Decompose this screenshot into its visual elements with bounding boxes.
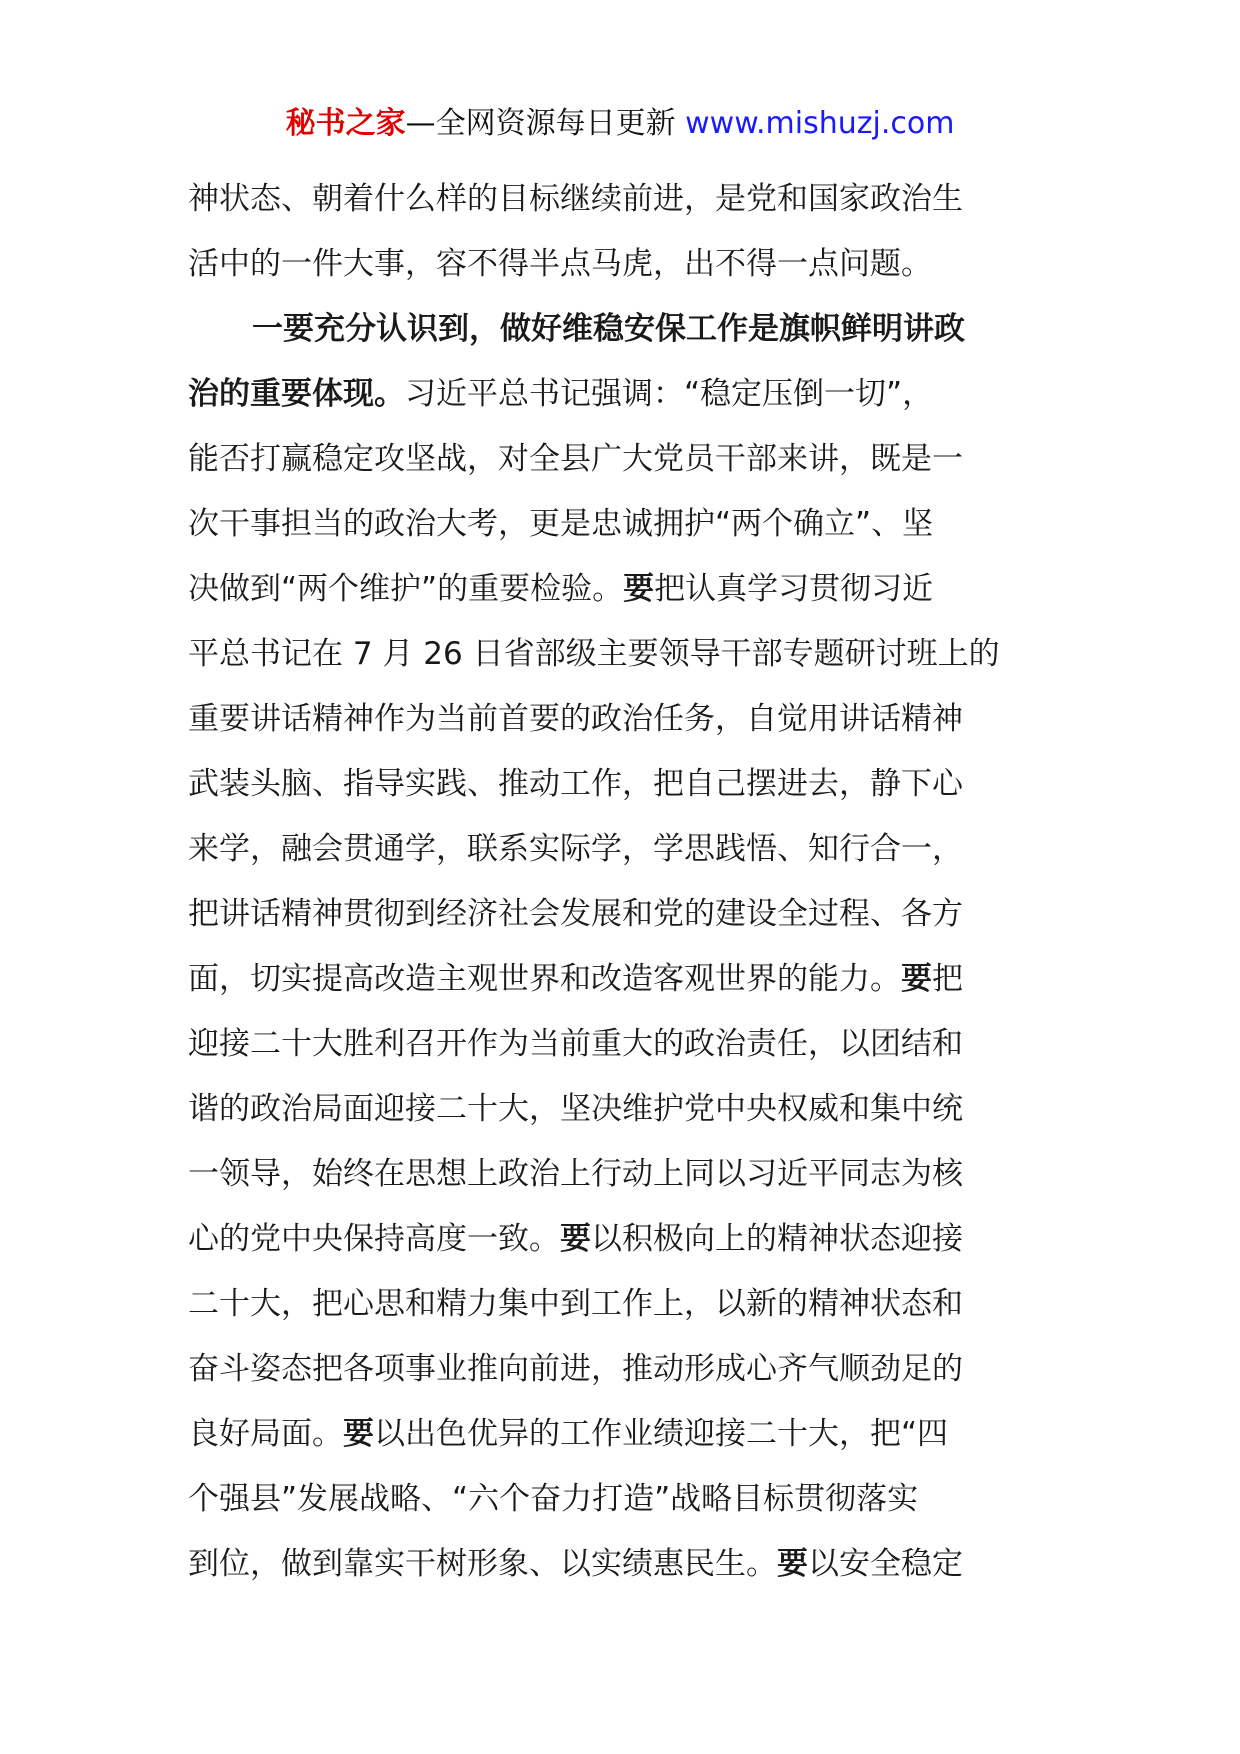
text-line: 良好局面。要以出色优异的工作业绩迎接二十大，把“四 <box>188 1416 949 1452</box>
section-heading-line: 一要充分认识到，做好维稳安保工作是旗帜鲜明讲政 <box>252 311 965 347</box>
text-line: 面，切实提高改造主观世界和改造客观世界的能力。要把 <box>188 961 963 997</box>
text-line: 次干事担当的政治大考，更是忠诚拥护“两个确立”、坚 <box>188 506 934 542</box>
text-line: 个强县”发展战略、“六个奋力打造”战略目标贯彻落实 <box>188 1481 919 1517</box>
page-header <box>0 104 1240 144</box>
text-line: 治的重要体现。习近平总书记强调：“稳定压倒一切”， <box>188 376 934 412</box>
brand-name: 秘书之家 <box>285 106 406 141</box>
text-line: 把讲话精神贯彻到经济社会发展和党的建设全过程、各方 <box>188 896 963 932</box>
header-slogan: —全网资源每日更新 <box>405 106 686 141</box>
text-line: 迎接二十大胜利召开作为当前重大的政治责任，以团结和 <box>188 1026 963 1062</box>
text-line: 来学，融会贯通学，联系实际学，学思践悟、知行合一， <box>188 831 963 867</box>
text-line: 武装头脑、指导实践、推动工作，把自己摆进去，静下心 <box>188 766 963 802</box>
text-line: 谐的政治局面迎接二十大，坚决维护党中央权威和集中统 <box>188 1091 963 1127</box>
document-body <box>188 167 1088 1597</box>
text-line: 能否打赢稳定攻坚战，对全县广大党员干部来讲，既是一 <box>188 441 963 477</box>
text-line: 平总书记在 7 月 26 日省部级主要领导干部专题研讨班上的 <box>188 636 1000 672</box>
text-line: 活中的一件大事，容不得半点马虎，出不得一点问题。 <box>188 246 932 282</box>
site-url: www.mishuzj.com <box>685 106 955 141</box>
text-line: 一领导，始终在思想上政治上行动上同以习近平同志为核 <box>188 1156 963 1192</box>
text-line: 二十大，把心思和精力集中到工作上，以新的精神状态和 <box>188 1286 963 1322</box>
text-line: 重要讲话精神作为当前首要的政治任务，自觉用讲话精神 <box>188 701 963 737</box>
text-line: 决做到“两个维护”的重要检验。要把认真学习贯彻习近 <box>188 571 934 607</box>
text-line: 奋斗姿态把各项事业推向前进，推动形成心齐气顺劲足的 <box>188 1351 963 1387</box>
text-line: 心的党中央保持高度一致。要以积极向上的精神状态迎接 <box>188 1221 963 1257</box>
text-line: 到位，做到靠实干树形象、以实绩惠民生。要以安全稳定 <box>188 1546 963 1582</box>
text-line: 神状态、朝着什么样的目标继续前进，是党和国家政治生 <box>188 181 963 217</box>
